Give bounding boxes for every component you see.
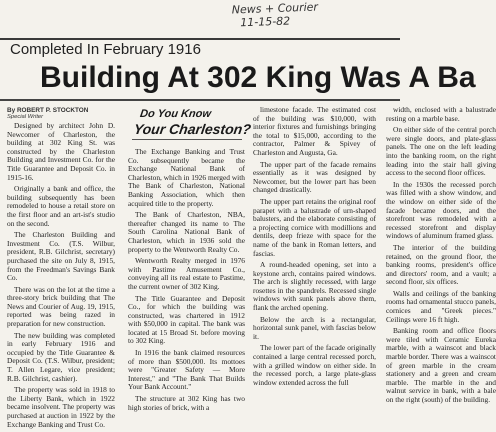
byline-role: Special Writer: [7, 114, 44, 121]
article-paragraph: In the 1930s the recessed porch was filled with a show window, and the window on either side of the facade became doors, and the storefront was remodeled with a recessed storefront and display windows of aluminum framed glass.: [386, 179, 496, 241]
article-paragraph: Banking room and office floors were tiled with Ceramic Eureka marble, with a wainscot and black marble border. There was a wainscot of green marble in the cream stationery and a green and cream marble. The marble in the and walnut service in bank, with a bale on the right (south) of the building.: [386, 326, 496, 404]
article-paragraph: There was on the lot at the time a three-story brick building that The News and Courier of Aug. 19, 1915, reported was being razed in preparation for new construction.: [7, 284, 115, 329]
article-paragraph: Originally a bank and office, the building subsequently has been remodeled to house a retail store on the first floor and an art-ist's studio on the second.: [7, 184, 115, 228]
article-paragraph: The upper part of the facade remains essentially as it was designed by Newcomer, but the lower part has been changed drastically.: [253, 159, 376, 195]
article-paragraph: width, enclosed with a balustrade resting on a marble base.: [386, 105, 496, 123]
handwritten-source-note: [232, 1, 319, 30]
column-logo: [132, 108, 253, 142]
article-paragraph: In 1916 the bank claimed resources of more than $500,000. Its mottoes were "Greater Safety — More Interest," and "The Bank That Builds Your Bank Account.": [128, 348, 245, 392]
article-paragraph: The upper part retains the original roof parapet with a balustrade of urn-shaped balusters, and the elaborate consisting of a projecting cornice with modillions and dentils, deep frieze with space for the name of the bank in Roman letters, and fascias.: [253, 196, 376, 258]
source-name: News + Courier: [231, 0, 319, 17]
article-paragraph: Designed by architect John D. Newcomer of Charleston, the building at 302 King St. was constructed by the Charleston Building and Investment Co. for the Title Guarantee and Deposit Co. in 1915-16.: [7, 121, 115, 182]
article-paragraph: The Bank of Charleston, NBA, thereafter changed its name to The South Carolina National Bank of Charleston, which in 1936 sold the property to the Wentworth Realty Co.: [128, 210, 245, 254]
article-paragraph: The new building was completed in early February 1916 and occupied by the Title Guarantee & Deposit Co. (T.S. Wilbur, president; T. Allen Legare, vice president; R.B. Gilchrist, cashier).: [7, 330, 115, 383]
article-column-4: [386, 106, 496, 408]
headline-text: Building At 302 King Was A Ba: [40, 61, 476, 94]
article-column-1: [7, 122, 115, 432]
article-paragraph: The property was sold in 1918 to the Liberty Bank, which in 1922 became insolvent. The property was purchased at auction in 1922 by the Exchange Banking and Trust Co.: [7, 385, 115, 429]
article-paragraph: Below the arch is a rectangular, horizontal sunk panel, with fascias below it.: [253, 314, 376, 341]
article-paragraph: Wentworth Realty merged in 1976 with Pastime Amusement Co., conveying all its real estate to Pastime, the current owner of 302 King.: [128, 256, 245, 291]
article-paragraph: limestone facade. The estimated cost of the building was $10,000, with interior fixtures and furnishings bringing the total to $15,000, according to the contractor, Palmer & Spivey of Charleston and Augusta, Ga.: [253, 105, 376, 157]
source-date: 11-15-82: [240, 14, 291, 30]
article-paragraph: The Exchange Banking and Trust Co. subsequently became the Exchange National Bank of Charleston, which in 1926 merged with The Bank of Charleston, National Banking Association, which then acquired title to the property.: [128, 147, 245, 208]
article-paragraph: The lower part of the facade originally contained a large central recessed porch, with a grilled window on either side. In the recessed porch, a large plate-glass window extended across the full: [253, 343, 376, 387]
column-logo-line2: Your Charleston?: [132, 121, 253, 137]
article-paragraph: The Title Guarantee and Deposit Co., for which the building was constructed, was chartered in 1912 with $50,000 in capital. The bank was located at 15 Broad St. before moving to 302 King.: [128, 293, 245, 346]
top-rule: [0, 38, 400, 40]
byline-name: By ROBERT P. STOCKTON: [7, 107, 89, 114]
headline-rule: [0, 99, 400, 101]
article-paragraph: A round-headed opening, set into a keystone arch, contains paired windows. The arch is slightly recessed, with large rosettes in the spandrels. Recessed single windows with sunk panels above them, flank the arched opening.: [253, 260, 376, 313]
article-column-2: [128, 148, 245, 415]
article-paragraph: On either side of the central porch were single doors, and plate-glass panels. The one on the left leading into the banking room, on the right leading into the stair hall giving access to the second floor offices.: [386, 125, 496, 178]
byline: [7, 107, 117, 122]
article-paragraph: The structure at 302 King has two high stories of brick, with a: [128, 394, 245, 412]
article-paragraph: The Charleston Building and Investment Co. (T.S. Wilbur, president, R.B. Gilchrist, secretary) purchased the site on July 8, 1915, from the Freedman's Savings Bank Co.: [7, 230, 115, 283]
kicker: Completed In February 1916: [10, 41, 201, 58]
headline: [0, 60, 476, 96]
column-logo-rule: [132, 139, 242, 140]
article-column-3: [253, 106, 376, 390]
column-logo-line1: Do You Know: [139, 108, 212, 120]
article-paragraph: The interior of the building retained, on the ground floor, the banking rooms, president's office and directors' room, and a vault; a second floor, six offices.: [386, 242, 496, 287]
article-paragraph: Walls and ceilings of the banking rooms had ornamental stucco panels, cornices and "Greek pieces." Ceilings were 16 ft high.: [386, 288, 496, 324]
